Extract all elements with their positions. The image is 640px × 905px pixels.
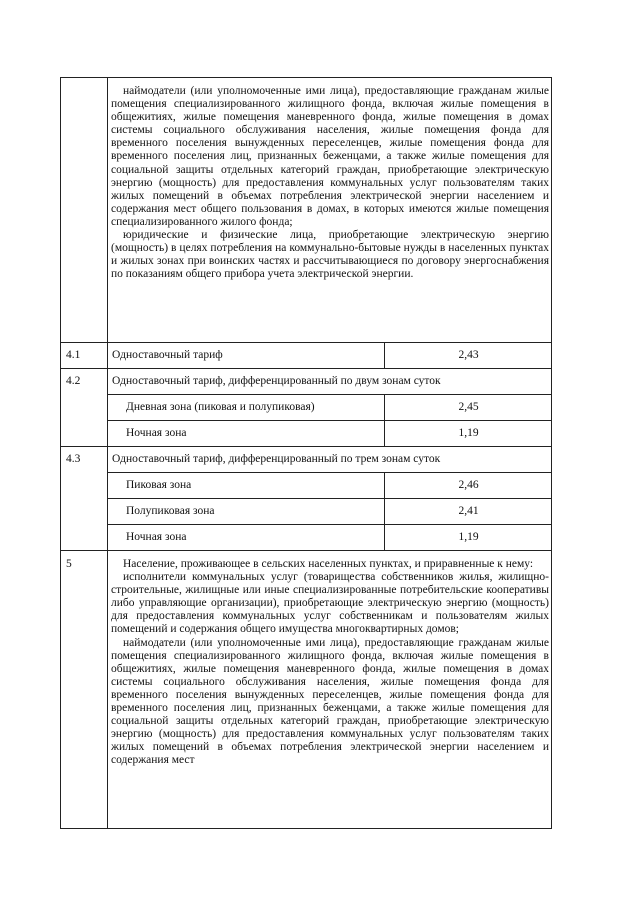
zone-label: Ночная зона	[126, 427, 187, 439]
zone-label: Пиковая зона	[126, 479, 192, 491]
paragraph: наймодатели (или уполномоченные ими лица), предоставляющие гражданам жилые помещения специализированного жилищного фонда, включая жилые помещения в общежитиях, жилые помещения маневренного фонда, жилые помещения в домах системы социального обслуживания населения, жилые помещения фонда для временного поселения вынужденных переселенцев, жилые помещения фонда для временного поселения лиц, признанных беженцами, а также жилые помещения для социальной защиты отдельных категорий граждан, приобретающие электрическую энергию (мощность) для предоставления коммунальных услуг пользователям таких жилых помещений в объемах потребления электрической энергии населением и содержания мест	[111, 636, 549, 767]
row-divider	[107, 472, 551, 473]
paragraph: юридические и физические лица, приобретающие электрическую энергию (мощность) в целях потребления на коммунально-бытовые нужды в населенных пунктах и жилых зонах при воинских частях и рассчитывающиеся по договору энергоснабжения по показаниям общего прибора учета электрической энергии.	[111, 229, 549, 281]
row-number: 4.3	[66, 453, 81, 465]
row-divider	[61, 550, 551, 551]
zone-label: Полупиковая зона	[126, 505, 215, 517]
tariff-value: 1,19	[458, 427, 479, 439]
top-continuation-text	[111, 85, 549, 281]
row-divider	[107, 498, 551, 499]
row-divider	[107, 394, 551, 395]
tariff-value: 2,41	[458, 505, 479, 517]
row-number: 5	[66, 558, 72, 570]
paragraph: исполнители коммунальных услуг (товарищества собственников жилья, жилищно-строительные, жилищные или иные специализированные потребительские кооперативы либо управляющие организации), приобретающие электрическую энергию (мощность) для предоставления коммунальных услуг собственникам и пользователям жилых помещений и содержания общего имущества многоквартирных домов;	[111, 571, 549, 636]
tariff-table	[60, 77, 552, 829]
zone-label: Дневная зона (пиковая и полупиковая)	[126, 401, 315, 413]
row-number: 4.2	[66, 375, 81, 387]
row-number: 4.1	[66, 349, 81, 361]
row-divider	[61, 342, 551, 343]
tariff-value: 2,46	[458, 479, 479, 491]
paragraph: наймодатели (или уполномоченные ими лица), предоставляющие гражданам жилые помещения специализированного жилищного фонда, включая жилые помещения в общежитиях, жилые помещения маневренного фонда, жилые помещения в домах системы социального обслуживания населения, жилые помещения фонда для временного поселения вынужденных переселенцев, жилые помещения фонда для временного поселения лиц, признанных беженцами, а также жилые помещения для социальной защиты отдельных категорий граждан, приобретающие электрическую энергию (мощность) для предоставления коммунальных услуг пользователям таких жилых помещений в объемах потребления электрической энергии населением и содержания мест общего пользования в домах, в которых имеются жилые помещения специализированного жилого фонда;	[111, 85, 549, 228]
paragraph: Население, проживающее в сельских населенных пунктах, и приравненные к нему:	[123, 558, 534, 570]
tariff-label: Одноставочный тариф	[112, 349, 223, 361]
row-divider	[107, 524, 551, 525]
tariff-label: Одноставочный тариф, дифференцированный по двум зонам суток	[112, 375, 441, 387]
row-divider	[61, 368, 551, 369]
row-divider	[61, 446, 551, 447]
row-5-text	[111, 558, 549, 768]
tariff-label: Одноставочный тариф, дифференцированный по трем зонам суток	[112, 453, 441, 465]
col-divider-number	[107, 78, 108, 828]
zone-label: Ночная зона	[126, 531, 187, 543]
tariff-value: 1,19	[458, 531, 479, 543]
tariff-value: 2,45	[458, 401, 479, 413]
row-divider	[107, 420, 551, 421]
tariff-value: 2,43	[458, 349, 479, 361]
